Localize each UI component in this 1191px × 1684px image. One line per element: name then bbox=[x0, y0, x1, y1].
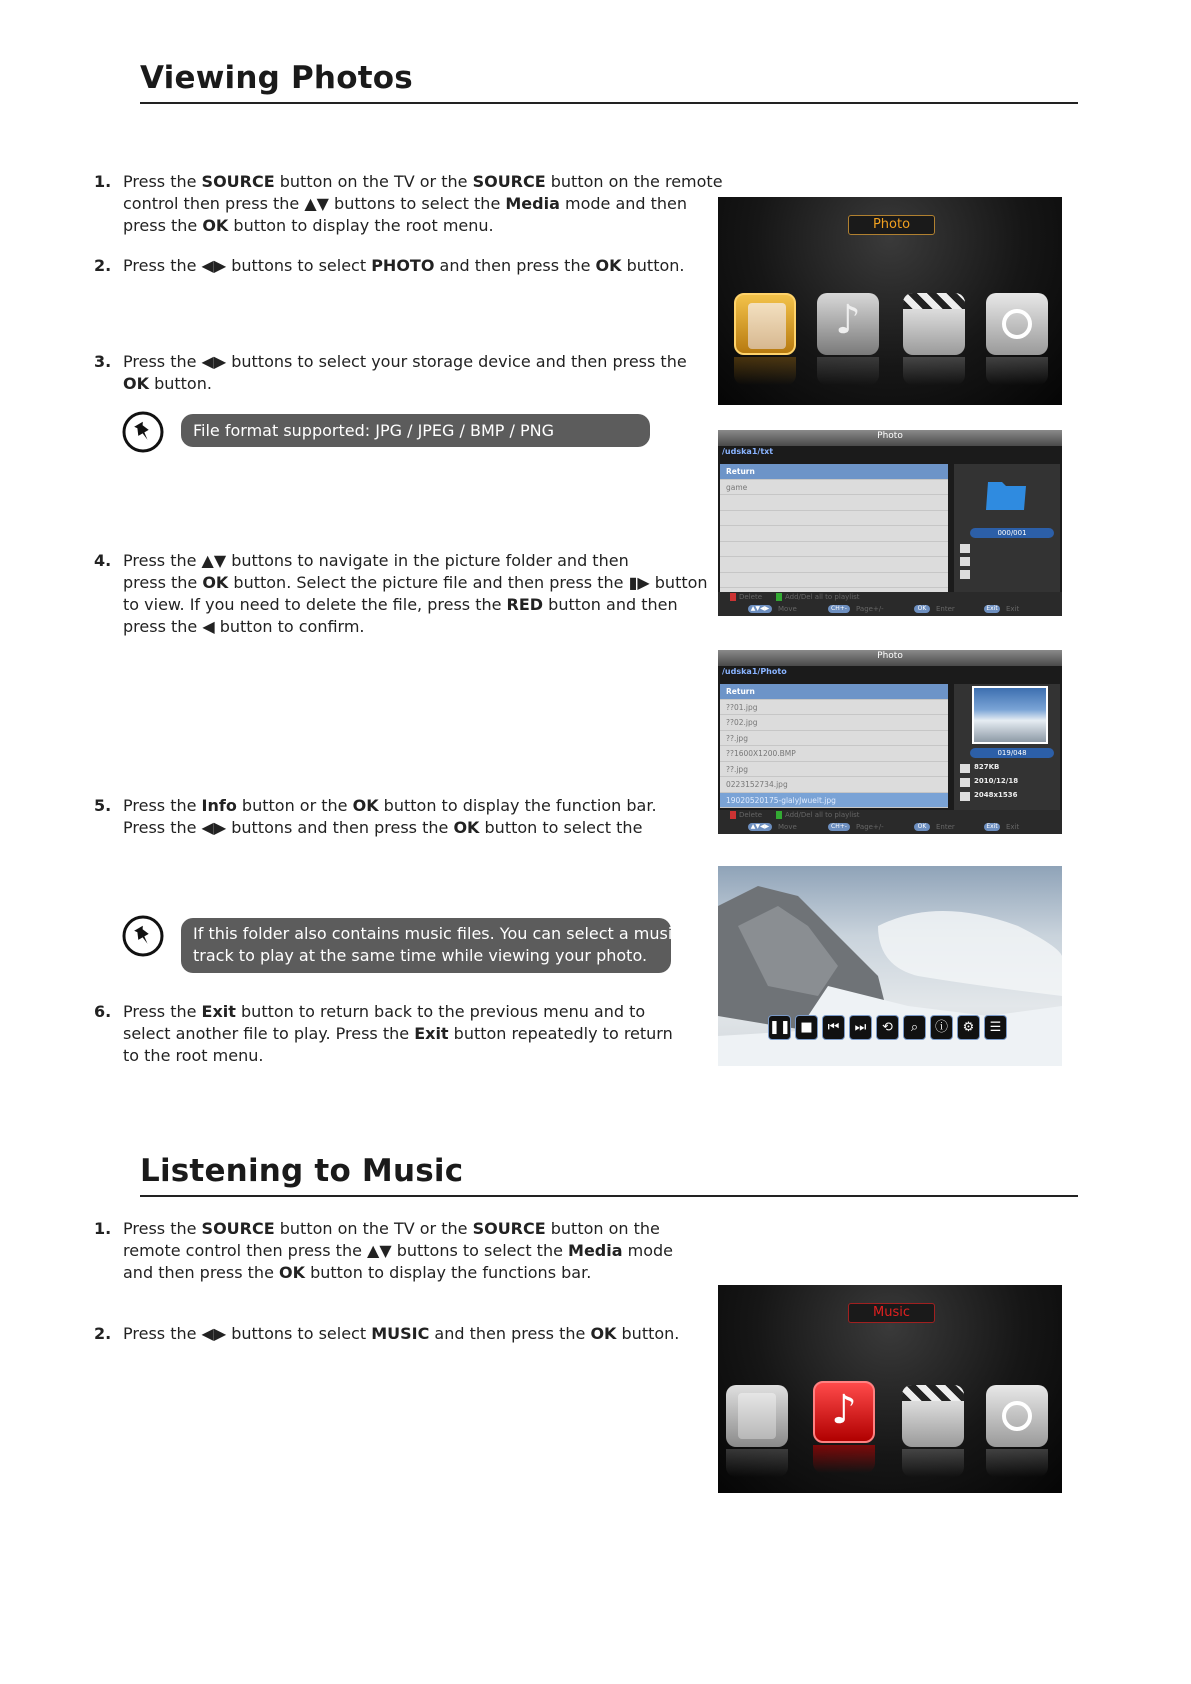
icon-reflection bbox=[817, 357, 879, 385]
text-run: button on the remote bbox=[545, 172, 723, 191]
hint-playlist: Add/Del all to playlist bbox=[776, 593, 860, 601]
text-run: Press the ◀▶ buttons to select your storage device and then press the bbox=[123, 352, 687, 371]
section-title-listening-music: Listening to Music bbox=[140, 1153, 464, 1189]
movie-icon bbox=[903, 293, 965, 355]
file-row bbox=[720, 542, 948, 558]
file-row: ??02.jpg bbox=[720, 715, 948, 731]
hint-enter: Enter bbox=[936, 823, 955, 831]
browser-footer bbox=[718, 810, 1062, 834]
file-list bbox=[720, 464, 948, 604]
text-run: mode bbox=[622, 1241, 673, 1260]
step-number: 2. bbox=[94, 1324, 112, 1343]
text-run: Press the ▲▼ buttons to navigate in the picture folder and then bbox=[123, 551, 629, 570]
text-run: button or the bbox=[236, 796, 353, 815]
return-row: Return bbox=[720, 684, 948, 700]
menu-label-music: Music bbox=[848, 1303, 935, 1323]
step-line bbox=[123, 1001, 693, 1023]
text-run: button to display the root menu. bbox=[228, 216, 494, 235]
browser-title: Photo bbox=[877, 651, 903, 661]
screenshot-photo-menu bbox=[718, 197, 1062, 405]
emphasis: OK bbox=[595, 256, 622, 275]
text-run: button repeatedly to return bbox=[448, 1024, 673, 1043]
step-number: 1. bbox=[94, 1219, 112, 1238]
key-move: ▲▼◀▶ bbox=[748, 605, 772, 613]
emphasis: MUSIC bbox=[371, 1324, 430, 1343]
file-resolution: 2048x1536 bbox=[974, 791, 1018, 799]
note-line: If this folder also contains music files. You can select a music bbox=[193, 924, 682, 943]
step-line bbox=[123, 572, 708, 594]
browser-footer bbox=[718, 592, 1062, 616]
text-run: press the bbox=[123, 216, 203, 235]
step-text bbox=[123, 1001, 693, 1067]
text-run: Press the bbox=[123, 796, 202, 815]
info-icon bbox=[960, 570, 970, 579]
step-number: 1. bbox=[94, 172, 112, 191]
file-row: ??01.jpg bbox=[720, 700, 948, 716]
photo-icon bbox=[734, 293, 796, 355]
settings-icon: ⚙ bbox=[957, 1015, 980, 1040]
icon-reflection bbox=[734, 357, 796, 385]
step-number: 5. bbox=[94, 796, 112, 815]
text-run: button to return back to the previous menu and to bbox=[235, 1002, 646, 1021]
step-line bbox=[123, 1262, 693, 1284]
preview-panel bbox=[954, 684, 1060, 810]
emphasis: Exit bbox=[414, 1024, 449, 1043]
text-run: button and then bbox=[543, 595, 678, 614]
note-music-files bbox=[181, 918, 682, 973]
hint-delete: Delete bbox=[730, 593, 762, 601]
step-line bbox=[123, 373, 693, 395]
hint-enter: Enter bbox=[936, 605, 955, 613]
text-run: to view. If you need to delete the file, press the bbox=[123, 595, 507, 614]
step-text bbox=[123, 171, 723, 237]
movie-icon bbox=[902, 1385, 964, 1447]
text-run: mode and then bbox=[559, 194, 688, 213]
title-rule bbox=[140, 102, 1078, 104]
text-run: Press the ◀▶ buttons and then press the bbox=[123, 818, 454, 837]
info-icon bbox=[960, 544, 970, 553]
step-text bbox=[123, 550, 708, 638]
emphasis: OK bbox=[123, 374, 149, 393]
hint-page: Page+/- bbox=[856, 823, 884, 831]
menu-label-photo: Photo bbox=[848, 215, 935, 235]
icon-reflection bbox=[903, 357, 965, 385]
text-run: button on the TV or the bbox=[274, 172, 473, 191]
file-size-icon bbox=[960, 764, 970, 773]
file-row bbox=[720, 557, 948, 573]
preview-panel bbox=[954, 464, 1060, 600]
hint-move: Move bbox=[778, 823, 797, 831]
text-run: button to display the functions bar. bbox=[305, 1263, 592, 1282]
emphasis: OK bbox=[352, 796, 379, 815]
file-row: 19020520175-glalyJwuelt.jpg bbox=[720, 793, 948, 809]
file-row: game bbox=[720, 480, 948, 496]
text-run: Press the bbox=[123, 172, 202, 191]
step-number: 6. bbox=[94, 1002, 112, 1021]
date-icon bbox=[960, 778, 970, 787]
step-line bbox=[123, 1023, 693, 1045]
file-counter: 019/048 bbox=[970, 748, 1054, 758]
file-list bbox=[720, 684, 948, 808]
emphasis: Media bbox=[568, 1241, 623, 1260]
pushpin-icon bbox=[122, 411, 164, 453]
text-run: button. Select the picture file and then press the ▮▶ button bbox=[228, 573, 708, 592]
info-icon bbox=[960, 557, 970, 566]
step-text bbox=[123, 795, 693, 839]
browser-path: /udska1/txt bbox=[722, 447, 774, 456]
photo-thumbnail bbox=[972, 686, 1048, 744]
emphasis: SOURCE bbox=[472, 1219, 546, 1238]
settings-icon bbox=[986, 293, 1048, 355]
file-row bbox=[720, 573, 948, 589]
key-ok: OK bbox=[914, 605, 930, 613]
step-line bbox=[123, 795, 693, 817]
step-text bbox=[123, 255, 693, 277]
text-run: and then press the bbox=[434, 256, 596, 275]
pushpin-icon bbox=[122, 915, 164, 957]
step-line bbox=[123, 171, 723, 193]
note-text: File format supported: JPG / JPEG / BMP / PNG bbox=[193, 421, 555, 440]
step-text bbox=[123, 1218, 693, 1284]
hint-page: Page+/- bbox=[856, 605, 884, 613]
text-run: button. bbox=[621, 256, 685, 275]
step-line bbox=[123, 594, 693, 616]
step-number: 4. bbox=[94, 551, 112, 570]
stop-icon: ■ bbox=[795, 1015, 818, 1040]
key-exit: Exit bbox=[984, 823, 1000, 831]
text-run: button to display the function bar. bbox=[378, 796, 657, 815]
text-run: press the ◀ button to confirm. bbox=[123, 617, 365, 636]
emphasis: OK bbox=[202, 573, 229, 592]
file-date: 2010/12/18 bbox=[974, 777, 1019, 785]
step-line bbox=[123, 616, 693, 638]
text-run: to the root menu. bbox=[123, 1046, 264, 1065]
settings-icon bbox=[986, 1385, 1048, 1447]
file-size: 827KB bbox=[974, 763, 1000, 771]
step-line bbox=[123, 1323, 693, 1345]
screenshot-music-menu bbox=[718, 1285, 1062, 1493]
file-row: 0223152734.jpg bbox=[720, 777, 948, 793]
file-row bbox=[720, 526, 948, 542]
file-counter: 000/001 bbox=[970, 528, 1054, 538]
text-run: button. bbox=[149, 374, 212, 393]
text-run: Press the bbox=[123, 1002, 202, 1021]
emphasis: Exit bbox=[201, 1002, 236, 1021]
text-run: and then press the bbox=[429, 1324, 591, 1343]
emphasis: SOURCE bbox=[472, 172, 546, 191]
hint-playlist: Add/Del all to playlist bbox=[776, 811, 860, 819]
icon-reflection bbox=[726, 1449, 788, 1477]
key-move: ▲▼◀▶ bbox=[748, 823, 772, 831]
step-text bbox=[123, 1323, 693, 1345]
pause-icon: ❚❚ bbox=[768, 1015, 791, 1040]
text-run: button on the TV or the bbox=[274, 1219, 473, 1238]
key-exit: Exit bbox=[984, 605, 1000, 613]
repeat-icon: ⟲ bbox=[876, 1015, 899, 1040]
emphasis: OK bbox=[453, 818, 480, 837]
text-run: select another file to play. Press the bbox=[123, 1024, 415, 1043]
step-line bbox=[123, 193, 693, 215]
hint-exit: Exit bbox=[1006, 823, 1020, 831]
text-run: button to select the bbox=[479, 818, 643, 837]
hint-exit: Exit bbox=[1006, 605, 1020, 613]
browser-path: /udska1/Photo bbox=[722, 667, 787, 676]
return-row: Return bbox=[720, 464, 948, 480]
step-line bbox=[123, 550, 693, 572]
key-page: CH+- bbox=[828, 823, 850, 831]
section-title-viewing-photos: Viewing Photos bbox=[140, 60, 413, 96]
title-rule bbox=[140, 1195, 1078, 1197]
emphasis: OK bbox=[590, 1324, 617, 1343]
icon-reflection bbox=[813, 1445, 875, 1473]
step-line bbox=[123, 1045, 693, 1067]
step-line bbox=[123, 1240, 693, 1262]
note-file-formats bbox=[181, 414, 650, 447]
icon-reflection bbox=[986, 357, 1048, 385]
file-row: ??.jpg bbox=[720, 762, 948, 778]
step-line bbox=[123, 255, 693, 277]
text-run: Press the ◀▶ buttons to select bbox=[123, 256, 372, 275]
emphasis: SOURCE bbox=[201, 1219, 275, 1238]
file-row bbox=[720, 495, 948, 511]
zoom-icon: ⌕ bbox=[903, 1015, 926, 1040]
screenshot-file-browser-txt bbox=[718, 430, 1062, 616]
next-icon: ⏭ bbox=[849, 1015, 872, 1040]
step-line bbox=[123, 817, 693, 839]
text-run: press the bbox=[123, 573, 203, 592]
emphasis: SOURCE bbox=[201, 172, 275, 191]
music-icon: ♪ bbox=[817, 293, 879, 355]
file-row: ??.jpg bbox=[720, 731, 948, 747]
screenshot-photo-function-bar bbox=[718, 866, 1062, 1066]
step-text bbox=[123, 351, 693, 395]
step-line bbox=[123, 1218, 693, 1240]
step-number: 3. bbox=[94, 352, 112, 371]
info-icon: ⓘ bbox=[930, 1015, 953, 1040]
emphasis: Media bbox=[505, 194, 560, 213]
step-number: 2. bbox=[94, 256, 112, 275]
emphasis: RED bbox=[506, 595, 544, 614]
music-icon: ♪ bbox=[813, 1381, 875, 1443]
playlist-icon: ☰ bbox=[984, 1015, 1007, 1040]
emphasis: OK bbox=[202, 216, 229, 235]
emphasis: Info bbox=[201, 796, 237, 815]
text-run: and then press the bbox=[123, 1263, 279, 1282]
icon-reflection bbox=[902, 1449, 964, 1477]
icon-reflection bbox=[986, 1449, 1048, 1477]
note-line: track to play at the same time while viewing your photo. bbox=[193, 946, 648, 965]
folder-icon bbox=[984, 476, 1030, 512]
resolution-icon bbox=[960, 792, 970, 801]
step-line bbox=[123, 351, 693, 373]
text-run: Press the ◀▶ buttons to select bbox=[123, 1324, 372, 1343]
text-run: control then press the ▲▼ buttons to select the bbox=[123, 194, 506, 213]
screenshot-file-browser-photo bbox=[718, 650, 1062, 834]
browser-title: Photo bbox=[877, 431, 903, 441]
text-run: Press the bbox=[123, 1219, 202, 1238]
step-line bbox=[123, 215, 693, 237]
key-ok: OK bbox=[914, 823, 930, 831]
photo-icon bbox=[726, 1385, 788, 1447]
text-run: button. bbox=[616, 1324, 680, 1343]
key-page: CH+- bbox=[828, 605, 850, 613]
file-row bbox=[720, 511, 948, 527]
prev-icon: ⏮ bbox=[822, 1015, 845, 1040]
emphasis: PHOTO bbox=[371, 256, 435, 275]
file-row: ??1600X1200.BMP bbox=[720, 746, 948, 762]
hint-move: Move bbox=[778, 605, 797, 613]
hint-delete: Delete bbox=[730, 811, 762, 819]
text-run: button on the bbox=[545, 1219, 660, 1238]
emphasis: OK bbox=[279, 1263, 305, 1282]
text-run: remote control then press the ▲▼ buttons to select the bbox=[123, 1241, 569, 1260]
